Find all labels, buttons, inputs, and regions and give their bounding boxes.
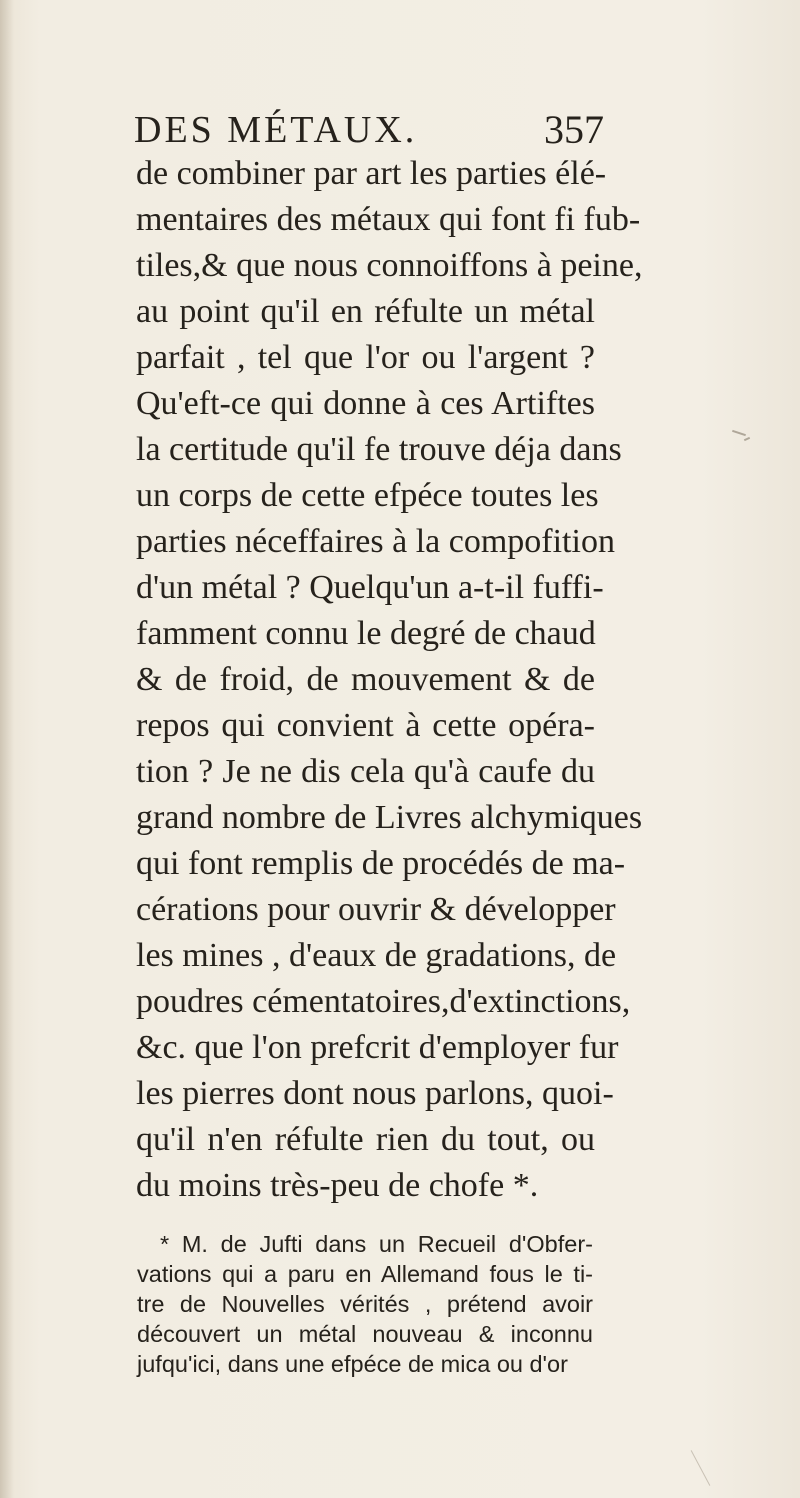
footnote-line: vations qui a paru en Allemand fous le ti- — [137, 1261, 593, 1287]
text-line: parfait , tel que l'or ou l'argent ? — [136, 339, 595, 376]
footnote-line: tre de Nouvelles vérités , prétend avoir — [137, 1291, 593, 1317]
paper-mark — [691, 1450, 711, 1486]
text-line: de combiner par art les parties élé- — [136, 155, 607, 192]
page-number: 357 — [544, 107, 604, 152]
text-line: tiles,& que nous connoiffons à peine, — [136, 247, 643, 284]
text-line: & de froid, de mouvement & de — [136, 661, 595, 698]
text-line: cérations pour ouvrir & développer — [136, 891, 616, 928]
text-line: les mines , d'eaux de gradations, de — [136, 937, 617, 974]
running-title: DES MÉTAUX. — [134, 109, 418, 151]
text-line: poudres cémentatoires,d'extinctions, — [136, 983, 631, 1020]
page-edge-shadow — [0, 0, 14, 1498]
text-line: d'un métal ? Quelqu'un a-t-il fuffi- — [136, 569, 604, 606]
text-line: du moins très-peu de chofe *. — [136, 1167, 539, 1204]
footnote-line: * M. de Jufti dans un Recueil d'Obfer- — [160, 1231, 593, 1257]
text-line: &c. que l'on prefcrit d'employer fur — [136, 1029, 619, 1066]
text-line: les pierres dont nous parlons, quoi- — [136, 1075, 614, 1112]
text-line: la certitude qu'il fe trouve déja dans — [136, 431, 622, 468]
text-line: parties néceffaires à la compofition — [136, 523, 615, 560]
text-line: un corps de cette efpéce toutes les — [136, 477, 599, 514]
footnote-line: découvert un métal nouveau & inconnu — [137, 1321, 593, 1347]
text-line: qui font remplis de procédés de ma- — [136, 845, 626, 882]
text-line: grand nombre de Livres alchymiques — [136, 799, 643, 836]
text-line: mentaires des métaux qui font fi fub- — [136, 201, 641, 238]
footnote-line: jufqu'ici, dans une efpéce de mica ou d'or — [137, 1351, 568, 1377]
page-header — [134, 104, 604, 156]
text-line: tion ? Je ne dis cela qu'à caufe du — [136, 753, 595, 790]
text-line: Qu'eft-ce qui donne à ces Artiftes — [136, 385, 595, 422]
text-line: famment connu le degré de chaud — [136, 615, 596, 652]
text-line: au point qu'il en réfulte un métal — [136, 293, 595, 330]
paper-mark — [732, 430, 746, 436]
text-line: repos qui convient à cette opéra- — [136, 707, 595, 744]
text-line: qu'il n'en réfulte rien du tout, ou — [136, 1121, 595, 1158]
paper-mark — [744, 437, 750, 441]
